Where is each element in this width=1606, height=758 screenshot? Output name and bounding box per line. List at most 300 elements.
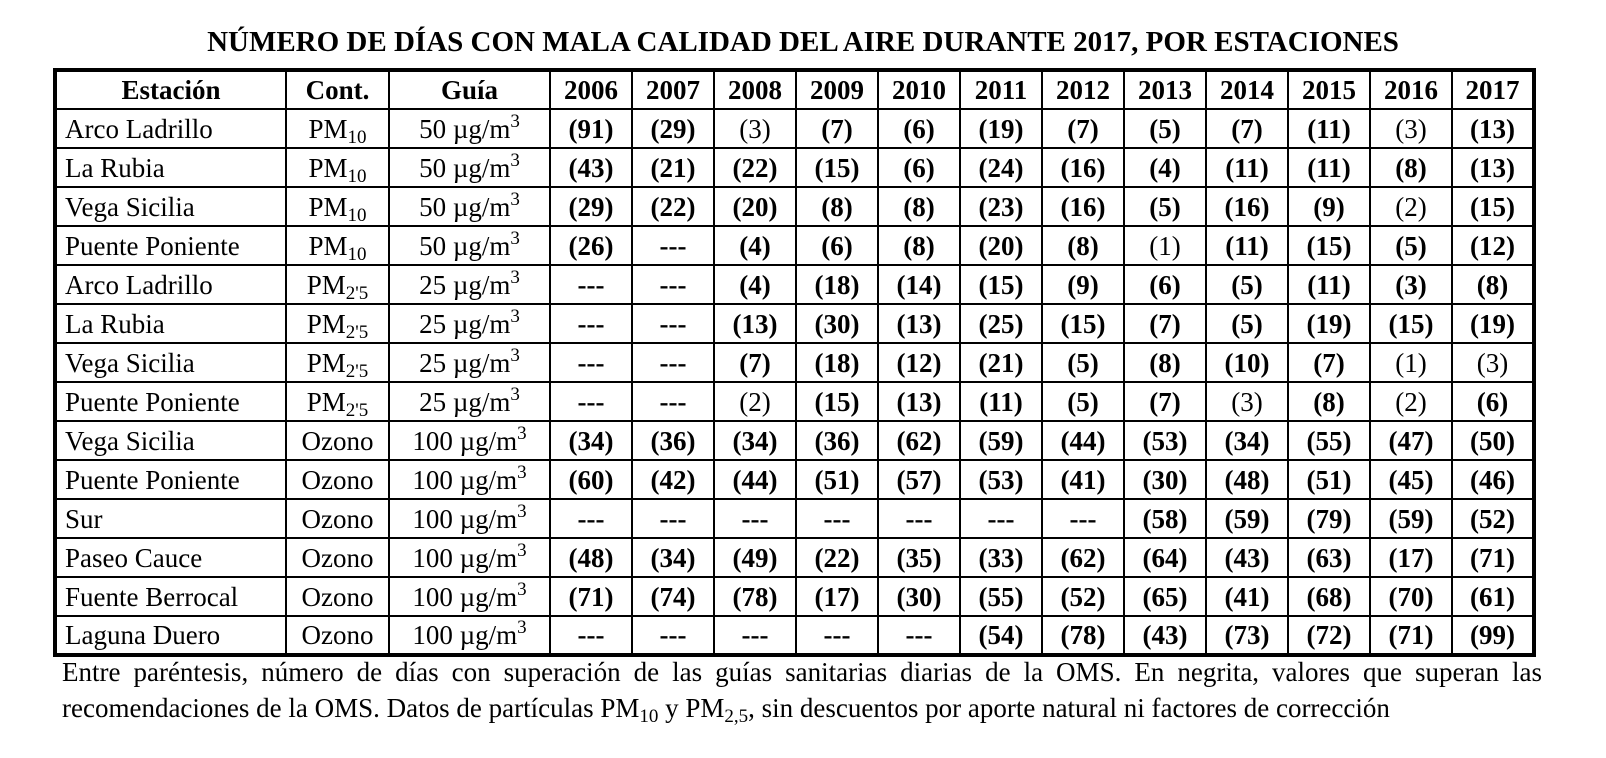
year-value-cell: (3) [714,109,796,148]
year-value-cell: (8) [1452,265,1534,304]
contaminant-name: PM [308,191,348,222]
header-year: 2010 [878,70,960,109]
year-value-cell: --- [550,382,632,421]
contaminant-subscript: 10 [347,243,367,265]
contaminant-cell [286,382,389,421]
contaminant-cell [286,577,389,616]
guide-value: 25 µg/m [419,308,511,339]
guide-cell [389,343,550,382]
year-value-cell: (11) [1206,148,1288,187]
guide-value: 100 µg/m [412,620,518,650]
contaminant-cell [286,421,389,460]
footnote-sub-2: 2,5 [724,706,749,727]
year-value-cell: (4) [1124,148,1206,187]
year-value-cell: (49) [714,538,796,577]
year-value-cell: --- [550,499,632,538]
year-value-cell: (11) [1288,265,1370,304]
guide-cell [389,616,550,655]
table-row [55,265,1534,304]
year-value-cell: --- [796,616,878,655]
year-value-cell: (15) [796,148,878,187]
year-value-cell: (13) [878,304,960,343]
contaminant-cell [286,343,389,382]
contaminant-subscript: 10 [347,165,367,187]
year-value-cell: (60) [550,460,632,499]
year-value-cell: (14) [878,265,960,304]
year-value-cell: (51) [796,460,878,499]
contaminant-cell [286,616,389,655]
guide-superscript: 3 [510,305,520,327]
year-value-cell: (15) [796,382,878,421]
guide-superscript: 3 [517,461,527,483]
station-cell: La Rubia [55,148,286,187]
contaminant-subscript: 10 [347,204,367,226]
year-value-cell: (55) [1288,421,1370,460]
year-value-cell: (34) [714,421,796,460]
year-value-cell: --- [632,265,714,304]
year-value-cell: (21) [632,148,714,187]
year-value-cell: (53) [960,460,1042,499]
guide-cell [389,538,550,577]
year-value-cell: (19) [1452,304,1534,343]
year-value-cell: --- [632,343,714,382]
guide-cell [389,499,550,538]
year-value-cell: (58) [1124,499,1206,538]
guide-cell [389,187,550,226]
footnote-sub-1: 10 [639,706,659,727]
year-value-cell: (11) [1288,109,1370,148]
year-value-cell: --- [632,304,714,343]
contaminant-subscript: 2'5 [345,321,369,343]
footnote [62,654,1542,726]
year-value-cell: (12) [1452,226,1534,265]
footnote-text-1: Entre paréntesis, número de días con superación de las guías sanitarias diarias de la OMS. En negrita, valores que superan las recomendaciones de la OMS. Datos de partículas PM [62,657,1542,723]
year-value-cell: (73) [1206,616,1288,655]
year-value-cell: (1) [1124,226,1206,265]
guide-value: 50 µg/m [419,191,511,222]
guide-superscript: 3 [510,227,520,249]
contaminant-subscript: 10 [347,126,367,148]
year-value-cell: (35) [878,538,960,577]
year-value-cell: (8) [1370,148,1452,187]
year-value-cell: (33) [960,538,1042,577]
year-value-cell: (2) [1370,382,1452,421]
year-value-cell: (6) [1124,265,1206,304]
contaminant-name: Ozono [301,464,374,495]
year-value-cell: (7) [1206,109,1288,148]
year-value-cell: (57) [878,460,960,499]
year-value-cell: (46) [1452,460,1534,499]
guide-superscript: 3 [517,617,527,638]
guide-cell [389,382,550,421]
year-value-cell: (34) [550,421,632,460]
page-title: NÚMERO DE DÍAS CON MALA CALIDAD DEL AIRE DURANTE 2017, POR ESTACIONES [207,26,1399,58]
year-value-cell: (6) [878,148,960,187]
guide-value: 25 µg/m [419,347,511,378]
year-value-cell: (5) [1042,343,1124,382]
year-value-cell: (36) [632,421,714,460]
guide-cell [389,460,550,499]
contaminant-name: PM [306,308,346,339]
year-value-cell: --- [1042,499,1124,538]
guide-value: 100 µg/m [412,581,518,612]
guide-cell [389,109,550,148]
year-value-cell: (44) [714,460,796,499]
header-guide: Guía [389,70,550,109]
year-value-cell: --- [796,499,878,538]
contaminant-subscript: 2'5 [345,399,369,421]
year-value-cell: (34) [632,538,714,577]
year-value-cell: (79) [1288,499,1370,538]
station-cell: Vega Sicilia [55,187,286,226]
year-value-cell: (43) [1206,538,1288,577]
guide-cell [389,265,550,304]
year-value-cell: (91) [550,109,632,148]
year-value-cell: (59) [1206,499,1288,538]
guide-cell [389,226,550,265]
year-value-cell: (22) [714,148,796,187]
table-row [55,460,1534,499]
year-value-cell: (13) [1452,148,1534,187]
year-value-cell: (26) [550,226,632,265]
guide-superscript: 3 [510,188,520,210]
year-value-cell: (53) [1124,421,1206,460]
contaminant-cell [286,187,389,226]
year-value-cell: (2) [714,382,796,421]
year-value-cell: (25) [960,304,1042,343]
year-value-cell: (16) [1042,148,1124,187]
year-value-cell: (8) [878,187,960,226]
contaminant-name: PM [308,230,348,261]
year-value-cell: (7) [1042,109,1124,148]
year-value-cell: (8) [796,187,878,226]
year-value-cell: (59) [960,421,1042,460]
year-value-cell: (6) [796,226,878,265]
year-value-cell: (15) [1288,226,1370,265]
contaminant-cell [286,265,389,304]
guide-superscript: 3 [510,266,520,288]
guide-value: 25 µg/m [419,269,511,300]
year-value-cell: (11) [1206,226,1288,265]
contaminant-name: PM [306,386,346,417]
contaminant-name: Ozono [301,542,374,573]
year-value-cell: --- [714,616,796,655]
year-value-cell: (12) [878,343,960,382]
table-row [55,499,1534,538]
header-year: 2014 [1206,70,1288,109]
year-value-cell: (62) [878,421,960,460]
year-value-cell: (4) [714,265,796,304]
year-value-cell: (15) [1370,304,1452,343]
year-value-cell: (74) [632,577,714,616]
year-value-cell: (30) [796,304,878,343]
year-value-cell: (22) [796,538,878,577]
year-value-cell: (18) [796,343,878,382]
header-year: 2006 [550,70,632,109]
year-value-cell: (7) [1288,343,1370,382]
year-value-cell: (7) [1124,382,1206,421]
year-value-cell: (15) [1042,304,1124,343]
contaminant-cell [286,499,389,538]
guide-cell [389,577,550,616]
year-value-cell: (29) [550,187,632,226]
year-value-cell: (8) [1288,382,1370,421]
year-value-cell: (41) [1042,460,1124,499]
year-value-cell: (8) [1042,226,1124,265]
station-cell: Arco Ladrillo [55,109,286,148]
year-value-cell: (20) [960,226,1042,265]
station-cell: Sur [55,499,286,538]
year-value-cell: (3) [1370,109,1452,148]
station-cell: Puente Poniente [55,460,286,499]
table-row [55,226,1534,265]
year-value-cell: (8) [878,226,960,265]
year-value-cell: (6) [1452,382,1534,421]
year-value-cell: (71) [550,577,632,616]
year-value-cell: (70) [1370,577,1452,616]
year-value-cell: (52) [1452,499,1534,538]
year-value-cell: (20) [714,187,796,226]
year-value-cell: (16) [1042,187,1124,226]
guide-value: 100 µg/m [412,542,518,573]
year-value-cell: (59) [1370,499,1452,538]
year-value-cell: (78) [1042,616,1124,655]
station-cell: Laguna Duero [55,616,286,655]
year-value-cell: --- [878,499,960,538]
year-value-cell: (7) [1124,304,1206,343]
guide-superscript: 3 [510,344,520,366]
contaminant-cell [286,304,389,343]
year-value-cell: (50) [1452,421,1534,460]
guide-superscript: 3 [517,422,527,444]
year-value-cell: (7) [796,109,878,148]
footnote-text-3: , sin descuentos por aporte natural ni factores de corrección [748,693,1390,723]
guide-cell [389,304,550,343]
contaminant-name: Ozono [301,425,374,456]
station-cell: La Rubia [55,304,286,343]
year-value-cell: (36) [796,421,878,460]
year-value-cell: (71) [1452,538,1534,577]
air-quality-table [53,68,1536,657]
contaminant-name: Ozono [301,581,374,612]
guide-value: 25 µg/m [419,386,511,417]
year-value-cell: (43) [1124,616,1206,655]
station-cell: Puente Poniente [55,382,286,421]
year-value-cell: --- [550,616,632,655]
year-value-cell: (30) [1124,460,1206,499]
guide-cell [389,421,550,460]
table-row [55,616,1534,655]
year-value-cell: --- [714,499,796,538]
contaminant-name: Ozono [301,620,374,650]
year-value-cell: (9) [1042,265,1124,304]
station-cell: Vega Sicilia [55,421,286,460]
guide-superscript: 3 [510,383,520,405]
contaminant-name: PM [308,152,348,183]
contaminant-name: PM [308,113,348,144]
header-year: 2016 [1370,70,1452,109]
header-contaminant: Cont. [286,70,389,109]
guide-superscript: 3 [517,539,527,561]
year-value-cell: (15) [1452,187,1534,226]
year-value-cell: (5) [1206,265,1288,304]
table-row [55,577,1534,616]
year-value-cell: (16) [1206,187,1288,226]
year-value-cell: (63) [1288,538,1370,577]
guide-value: 50 µg/m [419,113,511,144]
header-year: 2017 [1452,70,1534,109]
year-value-cell: (6) [878,109,960,148]
table-row [55,304,1534,343]
year-value-cell: (2) [1370,187,1452,226]
year-value-cell: (15) [960,265,1042,304]
table-row [55,538,1534,577]
year-value-cell: --- [878,616,960,655]
year-value-cell: (17) [1370,538,1452,577]
contaminant-name: PM [306,347,346,378]
header-year: 2007 [632,70,714,109]
year-value-cell: (48) [550,538,632,577]
header-year: 2012 [1042,70,1124,109]
year-value-cell: (19) [960,109,1042,148]
year-value-cell: --- [632,499,714,538]
year-value-cell: (21) [960,343,1042,382]
year-value-cell: --- [632,616,714,655]
header-year: 2015 [1288,70,1370,109]
year-value-cell: (5) [1042,382,1124,421]
header-year: 2008 [714,70,796,109]
year-value-cell: (71) [1370,616,1452,655]
guide-value: 100 µg/m [412,464,518,495]
station-cell: Fuente Berrocal [55,577,286,616]
year-value-cell: (8) [1124,343,1206,382]
contaminant-subscript: 2'5 [345,360,369,382]
year-value-cell: (23) [960,187,1042,226]
header-year: 2011 [960,70,1042,109]
contaminant-subscript: 2'5 [345,282,369,304]
table-row [55,421,1534,460]
year-value-cell: (43) [550,148,632,187]
contaminant-cell [286,226,389,265]
year-value-cell: (13) [878,382,960,421]
guide-value: 100 µg/m [412,425,518,456]
table-row [55,109,1534,148]
year-value-cell: (64) [1124,538,1206,577]
station-cell: Paseo Cauce [55,538,286,577]
air-quality-table-wrapper [53,68,1536,657]
year-value-cell: (45) [1370,460,1452,499]
contaminant-name: PM [306,269,346,300]
year-value-cell: (13) [714,304,796,343]
guide-cell [389,148,550,187]
contaminant-name: Ozono [301,503,374,534]
station-cell: Puente Poniente [55,226,286,265]
year-value-cell: (72) [1288,616,1370,655]
year-value-cell: (42) [632,460,714,499]
guide-superscript: 3 [510,149,520,171]
contaminant-cell [286,460,389,499]
contaminant-cell [286,109,389,148]
year-value-cell: --- [550,304,632,343]
year-value-cell: (78) [714,577,796,616]
table-header-row [55,70,1534,109]
guide-superscript: 3 [510,110,520,132]
header-year: 2009 [796,70,878,109]
year-value-cell: (13) [1452,109,1534,148]
table-row [55,343,1534,382]
station-cell: Arco Ladrillo [55,265,286,304]
year-value-cell: (68) [1288,577,1370,616]
year-value-cell: (11) [960,382,1042,421]
year-value-cell: (34) [1206,421,1288,460]
year-value-cell: (10) [1206,343,1288,382]
contaminant-cell [286,538,389,577]
guide-superscript: 3 [517,500,527,522]
year-value-cell: (1) [1370,343,1452,382]
year-value-cell: (3) [1370,265,1452,304]
footnote-text-2: y PM [658,693,725,723]
year-value-cell: (17) [796,577,878,616]
year-value-cell: --- [632,382,714,421]
table-row [55,187,1534,226]
year-value-cell: (52) [1042,577,1124,616]
year-value-cell: (22) [632,187,714,226]
year-value-cell: (44) [1042,421,1124,460]
year-value-cell: (54) [960,616,1042,655]
year-value-cell: (55) [960,577,1042,616]
guide-value: 50 µg/m [419,230,511,261]
header-station: Estación [55,70,286,109]
year-value-cell: (61) [1452,577,1534,616]
year-value-cell: (24) [960,148,1042,187]
year-value-cell: (65) [1124,577,1206,616]
year-value-cell: (30) [878,577,960,616]
year-value-cell: --- [550,343,632,382]
year-value-cell: --- [550,265,632,304]
header-year: 2013 [1124,70,1206,109]
year-value-cell: (19) [1288,304,1370,343]
guide-value: 50 µg/m [419,152,511,183]
year-value-cell: (7) [714,343,796,382]
year-value-cell: (29) [632,109,714,148]
year-value-cell: --- [632,226,714,265]
table-row [55,148,1534,187]
station-cell: Vega Sicilia [55,343,286,382]
year-value-cell: (5) [1206,304,1288,343]
year-value-cell: (11) [1288,148,1370,187]
contaminant-cell [286,148,389,187]
year-value-cell: (5) [1124,109,1206,148]
guide-value: 100 µg/m [412,503,518,534]
year-value-cell: (3) [1206,382,1288,421]
table-body [55,109,1534,655]
year-value-cell: --- [960,499,1042,538]
year-value-cell: (5) [1370,226,1452,265]
year-value-cell: (9) [1288,187,1370,226]
year-value-cell: (5) [1124,187,1206,226]
year-value-cell: (18) [796,265,878,304]
year-value-cell: (99) [1452,616,1534,655]
year-value-cell: (3) [1452,343,1534,382]
guide-superscript: 3 [517,578,527,600]
year-value-cell: (62) [1042,538,1124,577]
table-row [55,382,1534,421]
year-value-cell: (48) [1206,460,1288,499]
year-value-cell: (4) [714,226,796,265]
year-value-cell: (47) [1370,421,1452,460]
year-value-cell: (41) [1206,577,1288,616]
year-value-cell: (51) [1288,460,1370,499]
